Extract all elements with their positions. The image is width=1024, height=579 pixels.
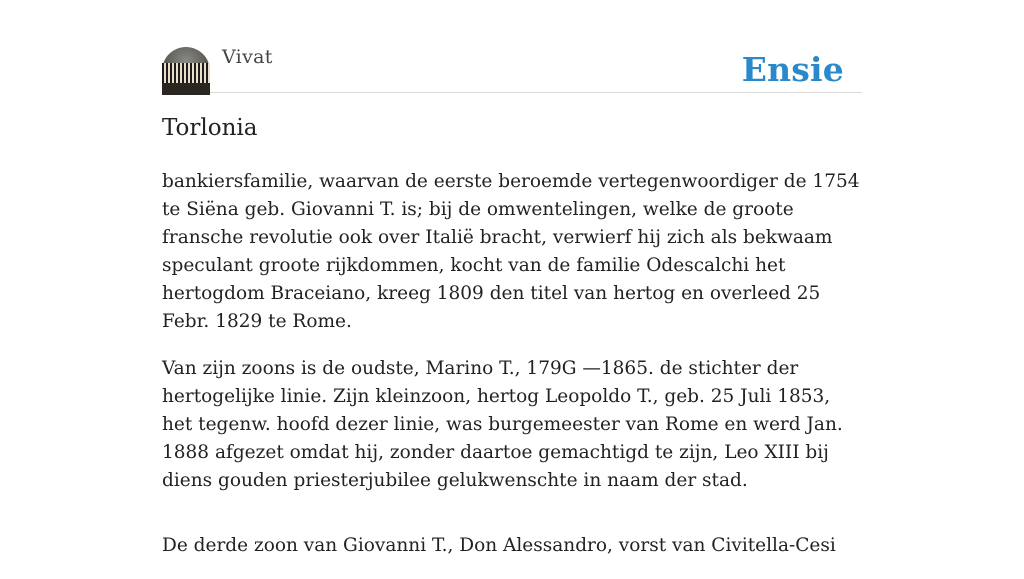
header [162,0,862,93]
paragraph-2: Van zijn zoons is de oudste, Marino T., 179G —1865. de stichter der hertogelijke linie. Zijn kleinzoon, hertog Leopoldo T., geb. 25 Juli 1853, het tegenw. hoofd dezer linie, was burgemeester van Rome en werd Jan. 1888 afgezet omdat hij, zonder daartoe gemachtigd te zijn, Leo XIII bij diens gouden priesterjubilee gelukwenschte in naam der stad. [162,358,843,491]
bookshelf-avatar-icon[interactable] [162,47,210,95]
paragraph-1: bankiersfamilie, waarvan de eerste beroemde vertegenwoordiger de 1754 te Siëna geb. Giovanni T. is; bij de omwentelingen, welke de groote fransche revolutie ook over Italië bracht, verwierf hij zich als bekwaam speculant groote rijkdommen, kocht van de familie Odescalchi het hertogdom Braceiano, kreeg 1809 den titel van hertog en overleed 25 Febr. 1829 te Rome. [162,171,860,332]
books-graphic [162,63,210,83]
article-body [162,168,862,579]
author-name[interactable]: Vivat [222,46,273,68]
shelf-graphic [162,83,210,95]
site-logo[interactable]: Ensie [741,50,844,89]
article-title: Torlonia [162,115,258,141]
paragraph-3: De derde zoon van Giovanni T., Don Alessandro, vorst van Civitella-Cesi [162,535,836,556]
page-container [162,0,862,556]
